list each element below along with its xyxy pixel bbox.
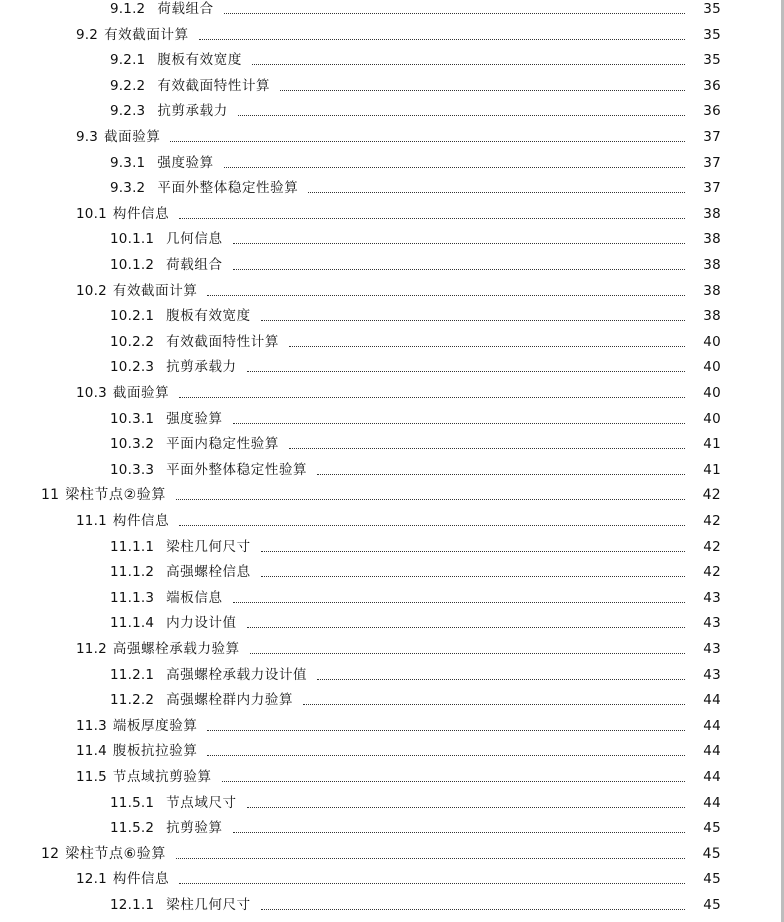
toc-entry-number: 11.1.1 [110,538,155,555]
toc-entry[interactable] [110,458,721,478]
toc-entry-number: 10.3.1 [110,410,155,427]
toc-entry-title: 几何信息 [166,231,223,248]
toc-entry-page-number: 38 [703,308,721,325]
toc-entry[interactable] [41,842,721,862]
toc-entry-page-number: 44 [703,717,721,734]
toc-entry-title: 梁柱几何尺寸 [166,538,251,555]
toc-entry[interactable] [110,611,721,631]
toc-entry-number: 9.2.2 [110,77,146,94]
toc-entry[interactable] [110,48,721,68]
toc-entry[interactable] [110,176,721,196]
toc-entry-title: 高强螺栓群内力验算 [166,692,294,709]
dot-leader [179,218,685,219]
toc-entry-number: 11.5.2 [110,820,155,837]
toc-entry[interactable] [110,663,721,683]
toc-entry[interactable] [76,765,721,785]
toc-entry[interactable] [110,407,721,427]
toc-entry-number: 11.2 [76,641,107,657]
toc-entry-title: 抗剪验算 [166,820,223,837]
toc-entry[interactable] [76,202,721,222]
dot-leader [317,474,685,475]
toc-entry-number: 9.2.1 [110,52,146,69]
dot-leader [224,13,685,14]
toc-entry-number: 12.1.1 [110,897,155,913]
toc-entry[interactable] [76,867,721,887]
toc-entry-page-number: 35 [703,1,721,17]
dot-leader [233,832,685,833]
toc-entry-title: 腹板抗拉验算 [112,743,198,760]
toc-entry-page-number: 44 [703,794,721,811]
toc-entry-page-number: 35 [703,26,721,43]
toc-entry[interactable] [76,23,721,43]
toc-entry-number: 9.2.3 [110,103,146,120]
toc-entry-number: 11.4 [76,743,107,760]
dot-leader [179,397,685,398]
toc-entry-number: 10.2 [76,282,107,299]
toc-entry[interactable] [76,714,721,734]
toc-entry-number: 12 [41,845,60,862]
toc-entry-page-number: 45 [703,820,721,837]
toc-entry[interactable] [110,74,721,94]
toc-entry-number: 10.1.2 [110,257,155,273]
toc-entry-title: 荷载组合 [157,1,214,17]
toc-entry-number: 11.3 [76,717,107,734]
toc-entry[interactable] [110,432,721,452]
toc-entry-number: 9.2 [76,26,99,43]
toc-entry-number: 11.5.1 [110,794,155,811]
toc-entry-number: 9.1.2 [110,1,146,17]
toc-entry-page-number: 37 [703,154,721,171]
dot-leader [238,115,685,116]
toc-entry[interactable] [76,279,721,299]
toc-entry[interactable] [110,151,721,171]
toc-entry[interactable] [110,586,721,606]
toc-entry-page-number: 38 [703,257,721,273]
toc-entry-title: 端板厚度验算 [112,717,198,734]
toc-entry-page-number: 42 [703,564,721,581]
toc-entry-page-number: 36 [703,103,721,120]
dot-leader [170,141,685,142]
toc-entry-page-number: 41 [703,436,721,453]
toc-entry-title: 梁柱节点②验算 [65,487,166,504]
toc-entry-number: 11.2.1 [110,666,155,683]
toc-entry-page-number: 38 [703,231,721,248]
toc-entry-title: 内力设计值 [166,615,237,632]
toc-entry-title: 抗剪承载力 [157,103,228,120]
toc-entry[interactable] [110,816,721,836]
toc-entry-title: 强度验算 [157,154,214,171]
toc-entry-number: 11.1.4 [110,615,155,632]
dot-leader [252,64,685,65]
dot-leader [250,653,685,654]
toc-entry[interactable] [41,483,721,503]
toc-entry-number: 11.5 [76,769,107,785]
dot-leader [207,730,685,731]
toc-entry-number: 9.3.1 [110,154,146,171]
toc-entry[interactable] [110,99,721,119]
dot-leader [303,704,685,705]
toc-entry-page-number: 37 [703,180,721,197]
toc-entry-page-number: 44 [703,769,721,785]
toc-entry[interactable] [110,560,721,580]
toc-entry[interactable] [110,253,721,273]
toc-entry-page-number: 40 [703,359,721,376]
toc-entry-title: 平面外整体稳定性验算 [166,461,308,478]
toc-entry-title: 截面验算 [104,129,161,145]
dot-leader [179,883,685,884]
dot-leader [233,602,685,603]
toc-entry[interactable] [110,688,721,708]
dot-leader [261,909,685,910]
toc-entry-title: 节点域尺寸 [166,794,237,811]
toc-entry-number: 11 [41,487,60,504]
toc-entry-page-number: 40 [703,410,721,427]
toc-entry-title: 高强螺栓信息 [166,564,251,581]
toc-entry-number: 10.1.1 [110,231,155,248]
toc-entry-page-number: 35 [703,52,721,69]
dot-leader [207,295,685,296]
dot-leader [247,371,685,372]
dot-leader [317,679,685,680]
dot-leader [247,627,685,628]
toc-entry-number: 12.1 [76,871,107,888]
dot-leader [233,423,685,424]
toc-entry-page-number: 44 [703,692,721,709]
dot-leader [289,346,685,347]
toc-entry-page-number: 38 [703,282,721,299]
toc-entry-page-number: 42 [702,487,721,504]
toc-entry[interactable] [110,227,721,247]
toc-entry-title: 截面验算 [112,385,170,401]
dot-leader [179,525,685,526]
toc-entry-title: 梁柱几何尺寸 [166,897,251,913]
toc-entry-title: 构件信息 [112,205,170,222]
dot-leader [280,90,685,91]
toc-entry-title: 梁柱节点⑥验算 [65,845,166,862]
toc-entry[interactable] [76,381,721,401]
toc-entry[interactable] [110,0,721,17]
toc-entry[interactable] [76,637,721,657]
toc-entry-number: 11.1 [76,513,107,529]
toc-entry-title: 荷载组合 [166,257,223,273]
dot-leader [233,243,685,244]
toc-entry-title: 腹板有效宽度 [157,52,242,69]
dot-leader [176,499,685,500]
toc-entry-page-number: 43 [703,589,721,606]
toc-entry-title: 高强螺栓承载力验算 [112,641,240,657]
toc-entry-title: 高强螺栓承载力设计值 [166,666,308,683]
toc-entry-page-number: 45 [703,897,721,913]
toc-entry-number: 10.3.2 [110,436,155,453]
toc-entry-number: 11.1.3 [110,589,155,606]
toc-entry-title: 有效截面计算 [104,26,189,43]
dot-leader [222,781,685,782]
dot-leader [199,39,685,40]
toc-entry-page-number: 37 [703,129,721,145]
toc-entry-title: 强度验算 [166,410,223,427]
toc-entry-title: 节点域抗剪验算 [112,769,212,785]
toc-entry-page-number: 43 [703,666,721,683]
toc-entry[interactable] [110,791,721,811]
toc-entry[interactable] [110,355,721,375]
toc-entry-title: 有效截面特性计算 [157,77,271,94]
toc-entry-page-number: 42 [703,513,721,529]
toc-entry-page-number: 45 [703,871,721,888]
toc-entry[interactable] [110,330,721,350]
dot-leader [247,807,685,808]
toc-entry-title: 平面外整体稳定性验算 [157,180,299,197]
dot-leader [224,167,685,168]
toc-entry-title: 构件信息 [112,871,170,888]
toc-entry-page-number: 36 [703,77,721,94]
toc-entry-page-number: 43 [703,615,721,632]
dot-leader [289,448,685,449]
toc-entry-number: 9.3 [76,129,99,145]
toc-entry-page-number: 38 [703,205,721,222]
toc-entry-number: 10.3.3 [110,461,155,478]
toc-entry[interactable] [110,893,721,913]
toc-entry[interactable] [76,739,721,759]
toc-entry-number: 10.3 [76,385,107,401]
toc-entry-title: 构件信息 [112,513,170,529]
toc-entry-number: 10.2.3 [110,359,155,376]
toc-entry-page-number: 40 [703,385,721,401]
toc-entry-title: 有效截面计算 [112,282,198,299]
toc-entry[interactable] [110,304,721,324]
toc-entry[interactable] [110,535,721,555]
dot-leader [233,269,685,270]
toc-entry[interactable] [76,125,721,145]
dot-leader [261,320,685,321]
toc-entry-number: 9.3.2 [110,180,146,197]
toc-entry-title: 平面内稳定性验算 [166,436,279,453]
toc-entry-number: 11.1.2 [110,564,155,581]
dot-leader [308,192,685,193]
toc-entry-page-number: 44 [703,743,721,760]
toc-entry-page-number: 43 [703,641,721,657]
toc-entry-number: 10.2.1 [110,308,155,325]
dot-leader [207,755,685,756]
toc-entry-page-number: 41 [703,461,721,478]
toc-entry-number: 11.2.2 [110,692,155,709]
toc-entry-title: 端板信息 [166,589,223,606]
toc-entry-page-number: 40 [703,333,721,350]
toc-entry-page-number: 45 [702,845,721,862]
toc-entry-title: 腹板有效宽度 [166,308,251,325]
dot-leader [261,576,685,577]
toc-entry-title: 抗剪承载力 [166,359,237,376]
toc-entry-number: 10.2.2 [110,333,155,350]
toc-entry-number: 10.1 [76,205,107,222]
toc-entry-title: 有效截面特性计算 [166,333,279,350]
toc-entry-page-number: 42 [703,538,721,555]
dot-leader [261,551,685,552]
dot-leader [176,858,685,859]
toc-entry[interactable] [76,509,721,529]
